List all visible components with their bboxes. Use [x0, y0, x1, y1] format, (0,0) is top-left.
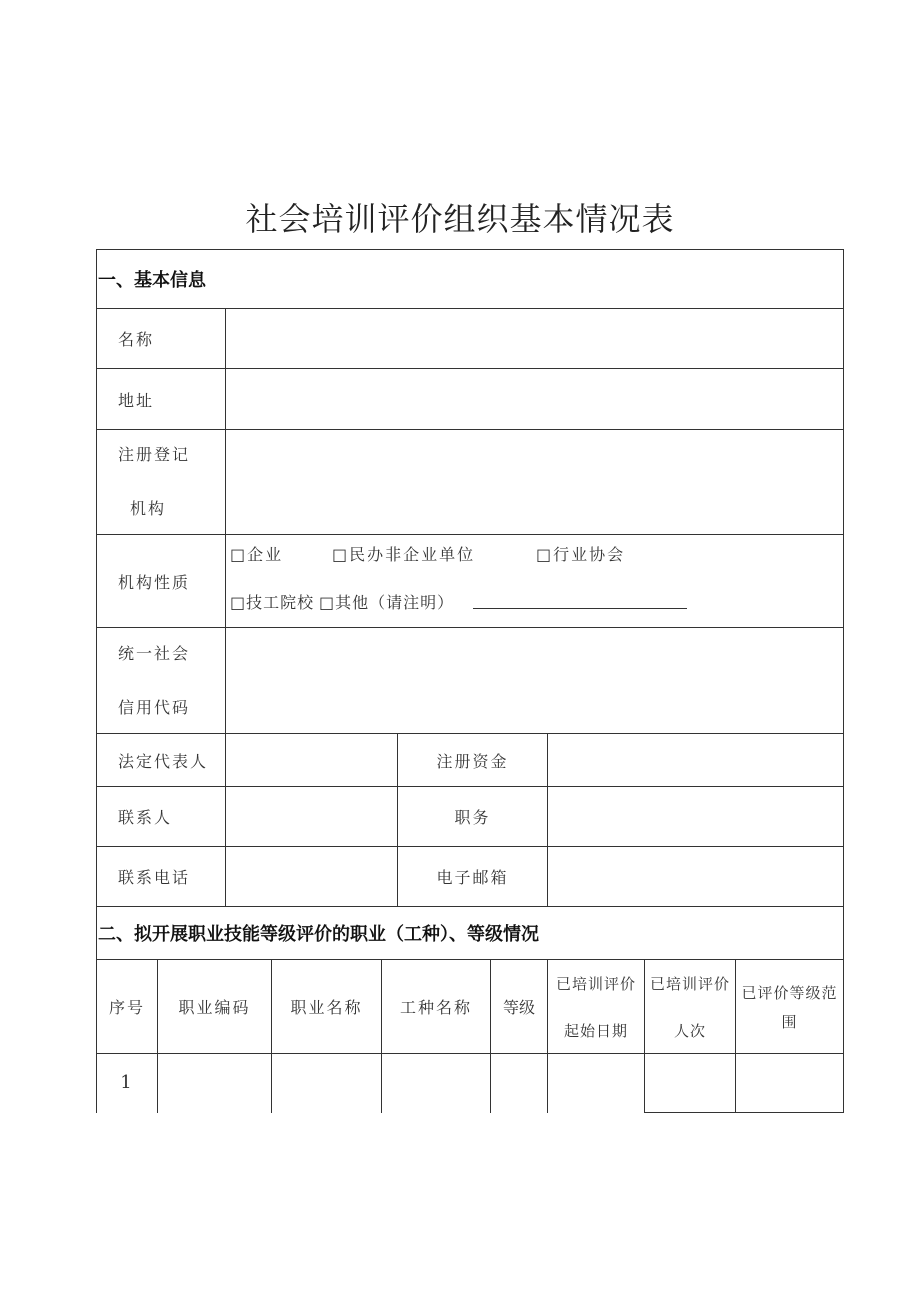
column-header-trained-start-date-line1: 已培训评价 — [555, 974, 636, 993]
column-header-level-range-line2: 围 — [781, 1012, 798, 1031]
column-header-level: 等级 — [502, 998, 535, 1017]
checkbox-technical-school[interactable]: □技工院校 — [230, 592, 315, 612]
credit-code-label-line2: 信用代码 — [118, 697, 191, 717]
credit-code-label — [96, 628, 225, 733]
registration-authority-field[interactable] — [226, 430, 843, 534]
column-header-level-range-line1: 已评价等级范 — [741, 983, 838, 1002]
registered-capital-label: 注册资金 — [436, 751, 509, 771]
legal-representative-field[interactable] — [226, 734, 397, 786]
row-index: 1 — [120, 1072, 134, 1093]
page-title: 社会培训评价组织基本情况表 — [245, 200, 675, 238]
column-header-index: 序号 — [108, 998, 145, 1017]
address-field[interactable] — [226, 369, 843, 429]
registration-authority-label-line2: 机构 — [130, 499, 167, 518]
column-header-occupation-code: 职业编码 — [178, 998, 251, 1017]
info-form-table — [96, 249, 844, 1113]
column-header-trained-count-line1: 已培训评价 — [649, 974, 730, 993]
section-heading-basic-info: 一、基本信息 — [98, 270, 206, 291]
column-header-occupation-name: 职业名称 — [290, 998, 363, 1017]
legal-representative-label: 法定代表人 — [118, 751, 209, 771]
email-field[interactable] — [548, 847, 843, 906]
section-heading-occupations: 二、拟开展职业技能等级评价的职业（工种）、等级情况 — [98, 924, 539, 945]
registration-authority-label — [96, 430, 225, 534]
credit-code-label-line1: 统一社会 — [118, 643, 191, 663]
column-header-trained-start-date-line2: 起始日期 — [563, 1021, 628, 1040]
phone-field[interactable] — [226, 847, 397, 906]
row-occupation-code-field[interactable] — [158, 1054, 271, 1112]
name-label: 名称 — [118, 330, 155, 349]
column-header-job-type-name: 工种名称 — [399, 998, 472, 1017]
row-level-range-field[interactable] — [736, 1054, 843, 1112]
column-header-trained-start-date — [548, 960, 644, 1053]
row-job-type-name-field[interactable] — [382, 1054, 490, 1112]
email-label: 电子邮箱 — [436, 868, 509, 887]
column-header-trained-count-line2: 人次 — [673, 1021, 706, 1040]
credit-code-field[interactable] — [226, 628, 843, 733]
row-trained-count-field[interactable] — [645, 1054, 735, 1112]
address-label: 地址 — [118, 390, 155, 410]
row-level-field[interactable] — [491, 1054, 547, 1112]
phone-label: 联系电话 — [118, 868, 191, 887]
checkbox-other[interactable]: □其他（请注明） — [319, 592, 455, 612]
row-trained-start-date-field[interactable] — [548, 1054, 644, 1112]
name-field[interactable] — [226, 309, 843, 368]
registered-capital-field[interactable] — [548, 734, 843, 786]
row-divider-partial — [644, 1112, 844, 1113]
contact-person-field[interactable] — [226, 787, 397, 846]
checkbox-enterprise[interactable]: □企业 — [230, 544, 284, 564]
table-border-right — [843, 249, 844, 1113]
registration-authority-label-line1: 注册登记 — [118, 445, 191, 464]
contact-person-label: 联系人 — [118, 808, 173, 827]
organization-nature-label: 机构性质 — [118, 572, 191, 592]
column-header-level-range — [736, 960, 843, 1053]
other-specify-field[interactable] — [473, 594, 687, 609]
position-field[interactable] — [548, 787, 843, 846]
column-header-trained-count — [645, 960, 735, 1053]
row-occupation-name-field[interactable] — [272, 1054, 381, 1112]
checkbox-industry-association[interactable]: □行业协会 — [536, 544, 626, 564]
checkbox-private-non-enterprise[interactable]: □民办非企业单位 — [332, 544, 476, 564]
position-label: 职务 — [454, 808, 491, 827]
